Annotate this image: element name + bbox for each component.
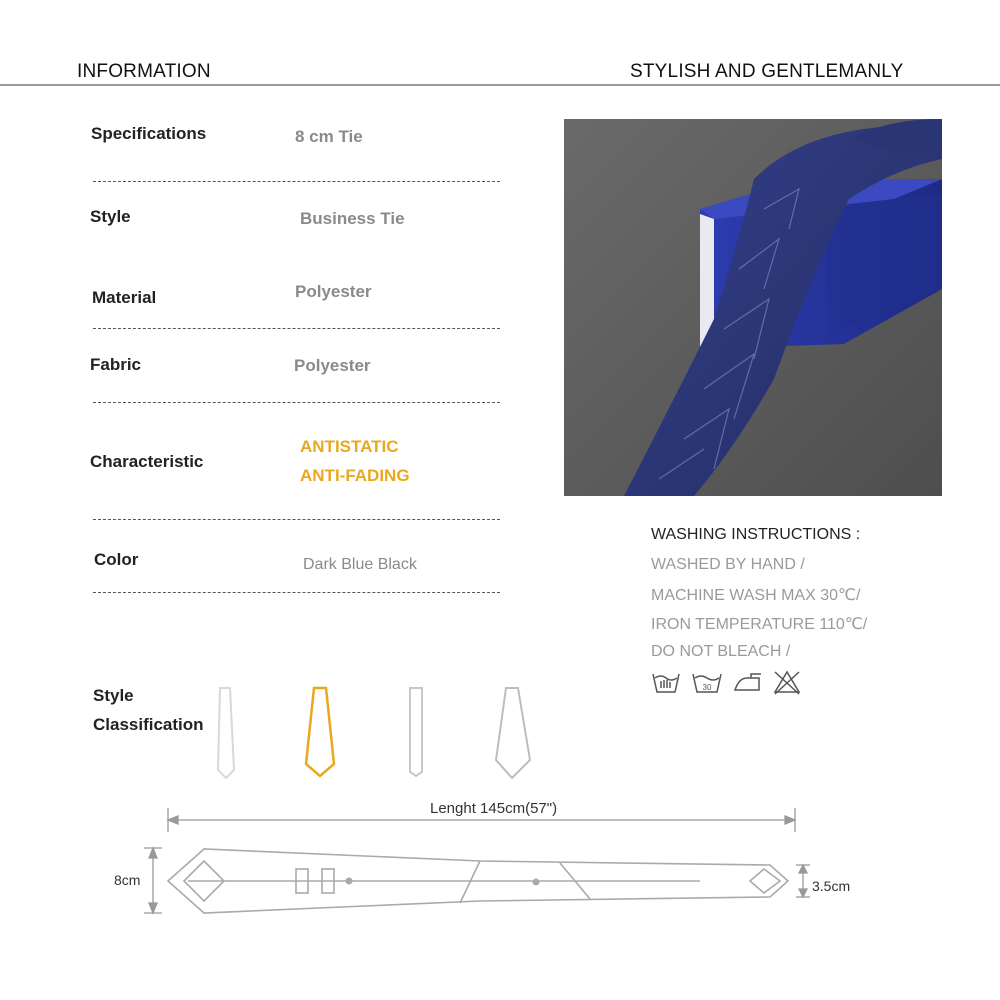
tie-shape-skinny[interactable] bbox=[218, 688, 234, 778]
spec-divider bbox=[93, 328, 500, 329]
width-wide-label: 8cm bbox=[114, 872, 141, 888]
spec-label-material: Material bbox=[92, 288, 157, 307]
wash-temp-label: 30 bbox=[702, 683, 712, 692]
spec-divider bbox=[93, 519, 500, 520]
spec-value-specifications: 8 cm Tie bbox=[295, 127, 363, 146]
header-divider bbox=[0, 84, 1000, 86]
tie-shape-selected[interactable] bbox=[306, 688, 334, 776]
washing-icons-row bbox=[651, 668, 811, 703]
iron-icon bbox=[735, 674, 761, 690]
tie-photo-illustration bbox=[564, 119, 942, 496]
spec-label-color: Color bbox=[94, 550, 139, 569]
washing-line-machine: MACHINE WASH MAX 30℃/ bbox=[651, 587, 861, 604]
hand-wash-icon bbox=[653, 674, 679, 692]
width-narrow-label: 3.5cm bbox=[812, 878, 851, 894]
spec-value-color: Dark Blue Black bbox=[303, 556, 417, 573]
spec-divider bbox=[93, 402, 500, 403]
do-not-bleach-icon bbox=[775, 672, 799, 694]
washing-line-bleach: DO NOT BLEACH / bbox=[651, 643, 791, 660]
tie-shape-straight[interactable] bbox=[410, 688, 422, 776]
tie-shape-wide[interactable] bbox=[496, 688, 530, 778]
spec-value-antistatic: ANTISTATIC bbox=[300, 437, 399, 456]
machine-wash-30-icon bbox=[693, 674, 721, 692]
length-label: Lenght 145cm(57") bbox=[430, 800, 558, 817]
style-classification-label-line2: Classification bbox=[93, 715, 204, 734]
spec-label-style: Style bbox=[90, 207, 131, 226]
spec-value-fabric: Polyester bbox=[294, 356, 371, 375]
washing-line-iron: IRON TEMPERATURE 110℃/ bbox=[651, 616, 868, 633]
spec-label-characteristic: Characteristic bbox=[90, 452, 204, 471]
spec-label-fabric: Fabric bbox=[90, 355, 142, 374]
style-classification-options bbox=[200, 684, 540, 789]
spec-value-style: Business Tie bbox=[300, 209, 405, 228]
product-photo bbox=[564, 119, 942, 496]
spec-value-material: Polyester bbox=[295, 282, 372, 301]
tie-measurement-diagram bbox=[140, 805, 820, 925]
washing-line-hand: WASHED BY HAND / bbox=[651, 556, 805, 573]
spec-divider bbox=[93, 592, 500, 593]
spec-label-specifications: Specifications bbox=[91, 124, 207, 143]
information-heading: INFORMATION bbox=[77, 61, 211, 82]
spec-divider bbox=[93, 181, 500, 182]
stylish-heading: STYLISH AND GENTLEMANLY bbox=[630, 61, 904, 82]
style-classification-label-line1: Style bbox=[93, 686, 134, 705]
spec-value-anti-fading: ANTI-FADING bbox=[300, 466, 410, 485]
washing-instructions-title: WASHING INSTRUCTIONS : bbox=[651, 526, 861, 543]
